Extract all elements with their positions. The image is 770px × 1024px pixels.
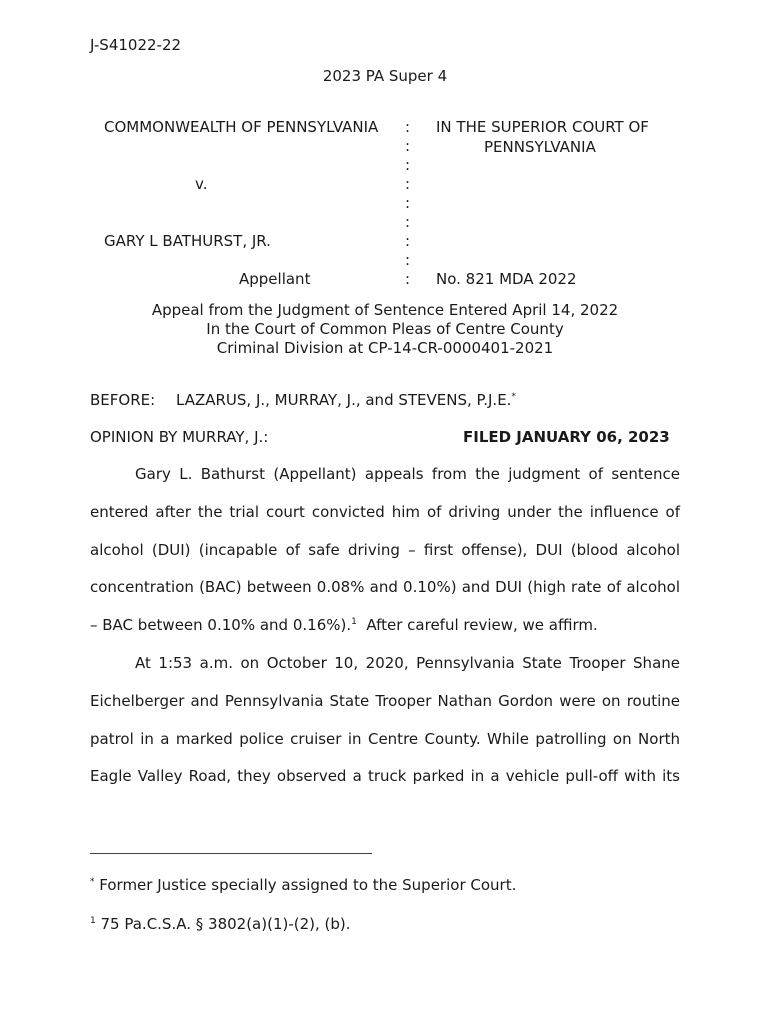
appeal-line: Appeal from the Judgment of Sentence Entered April 14, 2022: [151, 301, 619, 319]
docket-number: J-S41022-22: [90, 36, 182, 54]
opinion-author: OPINION BY MURRAY, J.:: [90, 428, 269, 446]
body-line: entered after the trial court convicted him of driving under the influence of: [90, 503, 680, 521]
body-line: [90, 616, 680, 634]
caption-colon: :: [405, 137, 411, 155]
body-line: Eagle Valley Road, they observed a truck parked in a vehicle pull-off with its: [90, 767, 680, 785]
caption-role: Appellant: [239, 270, 311, 288]
caption-versus: v.: [195, 175, 208, 193]
appeal-line: In the Court of Common Pleas of Centre County: [206, 320, 564, 338]
before-judges: [176, 391, 516, 409]
footnote-mark: 1: [90, 916, 96, 926]
footnote-ref-1: 1: [351, 617, 357, 627]
body-line: At 1:53 a.m. on October 10, 2020, Pennsylvania State Trooper Shane: [135, 654, 680, 672]
body-text: – BAC between 0.10% and 0.16%).: [90, 616, 352, 634]
before-label: BEFORE:: [90, 391, 156, 409]
caption-colon: :: [405, 270, 411, 288]
footnote-mark: *: [90, 877, 95, 887]
caption-colon: :: [405, 213, 411, 231]
caption-court-line1: IN THE SUPERIOR COURT OF: [436, 118, 649, 136]
caption-colon: :: [405, 118, 411, 136]
caption-colon: :: [405, 194, 411, 212]
footnote-text: 75 Pa.C.S.A. § 3802(a)(1)-(2), (b).: [95, 915, 351, 933]
caption-defendant: GARY L BATHURST, JR.: [104, 232, 271, 250]
filed-date: FILED JANUARY 06, 2023: [463, 428, 670, 446]
caption-colon: :: [405, 156, 411, 174]
footnote-ref-star: *: [511, 392, 516, 402]
footnote: [90, 915, 351, 933]
footnote-text: Former Justice specially assigned to the Superior Court.: [94, 876, 517, 894]
body-line: Eichelberger and Pennsylvania State Trooper Nathan Gordon were on routine: [90, 692, 680, 710]
case-number: No. 821 MDA 2022: [436, 270, 577, 288]
judges-text: LAZARUS, J., MURRAY, J., and STEVENS, P.J.E.: [176, 391, 512, 409]
caption-colon: :: [405, 175, 411, 193]
body-line: Gary L. Bathurst (Appellant) appeals from the judgment of sentence: [135, 465, 680, 483]
appeal-line: Criminal Division at CP-14-CR-0000401-2021: [216, 339, 554, 357]
footnote-divider: [90, 853, 372, 854]
body-line: patrol in a marked police cruiser in Centre County. While patrolling on North: [90, 730, 680, 748]
body-text: After careful review, we affirm.: [356, 616, 598, 634]
caption-colon: :: [405, 232, 411, 250]
caption-plaintiff: COMMONWEALTH OF PENNSYLVANIA: [104, 118, 379, 136]
body-line: alcohol (DUI) (incapable of safe driving – first offense), DUI (blood alcohol: [90, 541, 680, 559]
citation: 2023 PA Super 4: [322, 67, 448, 85]
caption-colon: :: [405, 251, 411, 269]
footnote: [90, 876, 516, 894]
caption-court-line2: PENNSYLVANIA: [484, 138, 596, 156]
body-line: concentration (BAC) between 0.08% and 0.10%) and DUI (high rate of alcohol: [90, 578, 680, 596]
